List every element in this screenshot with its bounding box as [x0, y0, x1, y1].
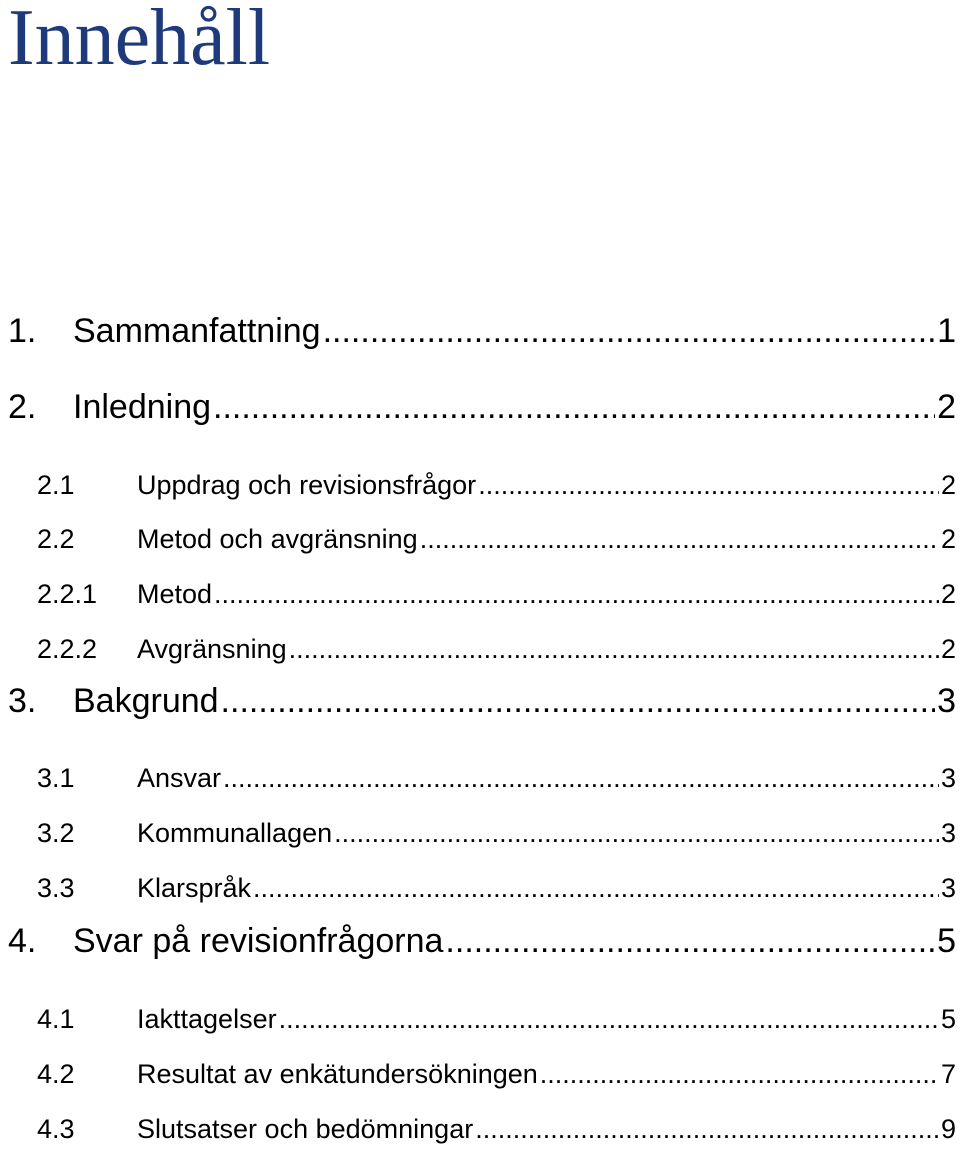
toc-entry-page: 3 — [937, 682, 956, 720]
toc-entry-label: Kommunallagen — [137, 818, 333, 848]
toc-entry-page: 1 — [937, 312, 956, 350]
toc-entry-page: 9 — [940, 1114, 956, 1144]
toc-entry-uppdrag[interactable] — [0, 470, 956, 501]
toc-entry-label: Slutsatser och bedömningar — [137, 1114, 474, 1144]
toc-entry-number: 4.3 — [37, 1114, 75, 1144]
toc-dot-leader — [289, 634, 939, 665]
toc-entry-page: 7 — [940, 1059, 956, 1089]
toc-entry-number: 4. — [8, 922, 37, 960]
toc-entry-label: Resultat av enkätundersökningen — [137, 1059, 538, 1089]
toc-entry-slutsatser-och-bedomningar[interactable] — [0, 1114, 956, 1145]
toc-dot-leader — [420, 524, 939, 555]
toc-entry-number: 2.2.2 — [37, 634, 98, 664]
toc-entry-label: Avgränsning — [137, 634, 287, 664]
toc-entry-page: 3 — [940, 818, 956, 848]
toc-entry-page: 3 — [940, 763, 956, 793]
toc-entry-number: 4.1 — [37, 1004, 75, 1034]
toc-dot-leader — [221, 682, 936, 721]
toc-entry-label: Uppdrag och revisionsfrågor — [137, 470, 477, 500]
toc-entry-iakttagelser[interactable] — [0, 1004, 956, 1035]
toc-entry-klarsprak[interactable] — [0, 873, 956, 904]
toc-entry-number: 3.1 — [37, 763, 75, 793]
toc-entry-metod-och-avgransning[interactable] — [0, 524, 956, 555]
toc-entry-label: Sammanfattning — [73, 312, 321, 350]
toc-entry-number: 4.2 — [37, 1059, 75, 1089]
toc-dot-leader — [279, 1004, 939, 1035]
toc-entry-number: 2.2 — [37, 524, 75, 554]
toc-entry-label: Metod och avgränsning — [137, 524, 418, 554]
toc-dot-leader — [223, 763, 939, 794]
toc-entry-page: 2 — [940, 634, 956, 664]
toc-entry-label: Ansvar — [137, 763, 222, 793]
toc-dot-leader — [475, 1114, 939, 1145]
toc-dot-leader — [253, 873, 939, 904]
toc-entry-page: 5 — [940, 1004, 956, 1034]
toc-dot-leader — [540, 1059, 939, 1090]
toc-entry-avgransning[interactable] — [0, 634, 956, 665]
toc-entry-label: Svar på revisionfrågorna — [73, 922, 444, 960]
toc-entry-inledning[interactable] — [0, 388, 956, 427]
toc-entry-page: 3 — [940, 873, 956, 903]
toc-entry-label: Inledning — [73, 388, 212, 426]
toc-entry-bakgrund[interactable] — [0, 682, 956, 721]
toc-entry-ansvar[interactable] — [0, 763, 956, 794]
toc-entry-sammanfattning[interactable] — [0, 312, 956, 351]
toc-dot-leader — [214, 579, 939, 610]
toc-entry-page: 2 — [940, 579, 956, 609]
toc-dot-leader — [478, 470, 939, 501]
toc-entry-page: 2 — [940, 524, 956, 554]
toc-entry-label: Bakgrund — [73, 682, 219, 720]
toc-dot-leader — [323, 312, 935, 351]
toc-entry-number: 2. — [8, 388, 37, 426]
toc-entry-svar-pa-revisionfragorna[interactable] — [0, 922, 956, 961]
toc-entry-number: 3.2 — [37, 818, 75, 848]
toc-entry-label: Metod — [137, 579, 213, 609]
toc-entry-kommunallagen[interactable] — [0, 818, 956, 849]
toc-entry-number: 3. — [8, 682, 37, 720]
toc-entry-label: Iakttagelser — [137, 1004, 277, 1034]
toc-entry-metod[interactable] — [0, 579, 956, 610]
toc-entry-resultat-av-enkatundersokningen[interactable] — [0, 1059, 956, 1090]
toc-entry-page: 2 — [937, 388, 956, 426]
toc-entry-number: 3.3 — [37, 873, 75, 903]
toc-entry-number: 2.1 — [37, 470, 75, 500]
toc-entry-number: 2.2.1 — [37, 579, 98, 609]
toc-entry-page: 5 — [937, 922, 956, 960]
page-title: Innehåll — [8, 0, 271, 82]
toc-entry-page: 2 — [940, 470, 956, 500]
toc-entry-number: 1. — [8, 312, 37, 350]
toc-dot-leader — [445, 922, 935, 961]
toc-dot-leader — [213, 388, 935, 427]
toc-entry-label: Klarspråk — [137, 873, 252, 903]
toc-dot-leader — [334, 818, 939, 849]
